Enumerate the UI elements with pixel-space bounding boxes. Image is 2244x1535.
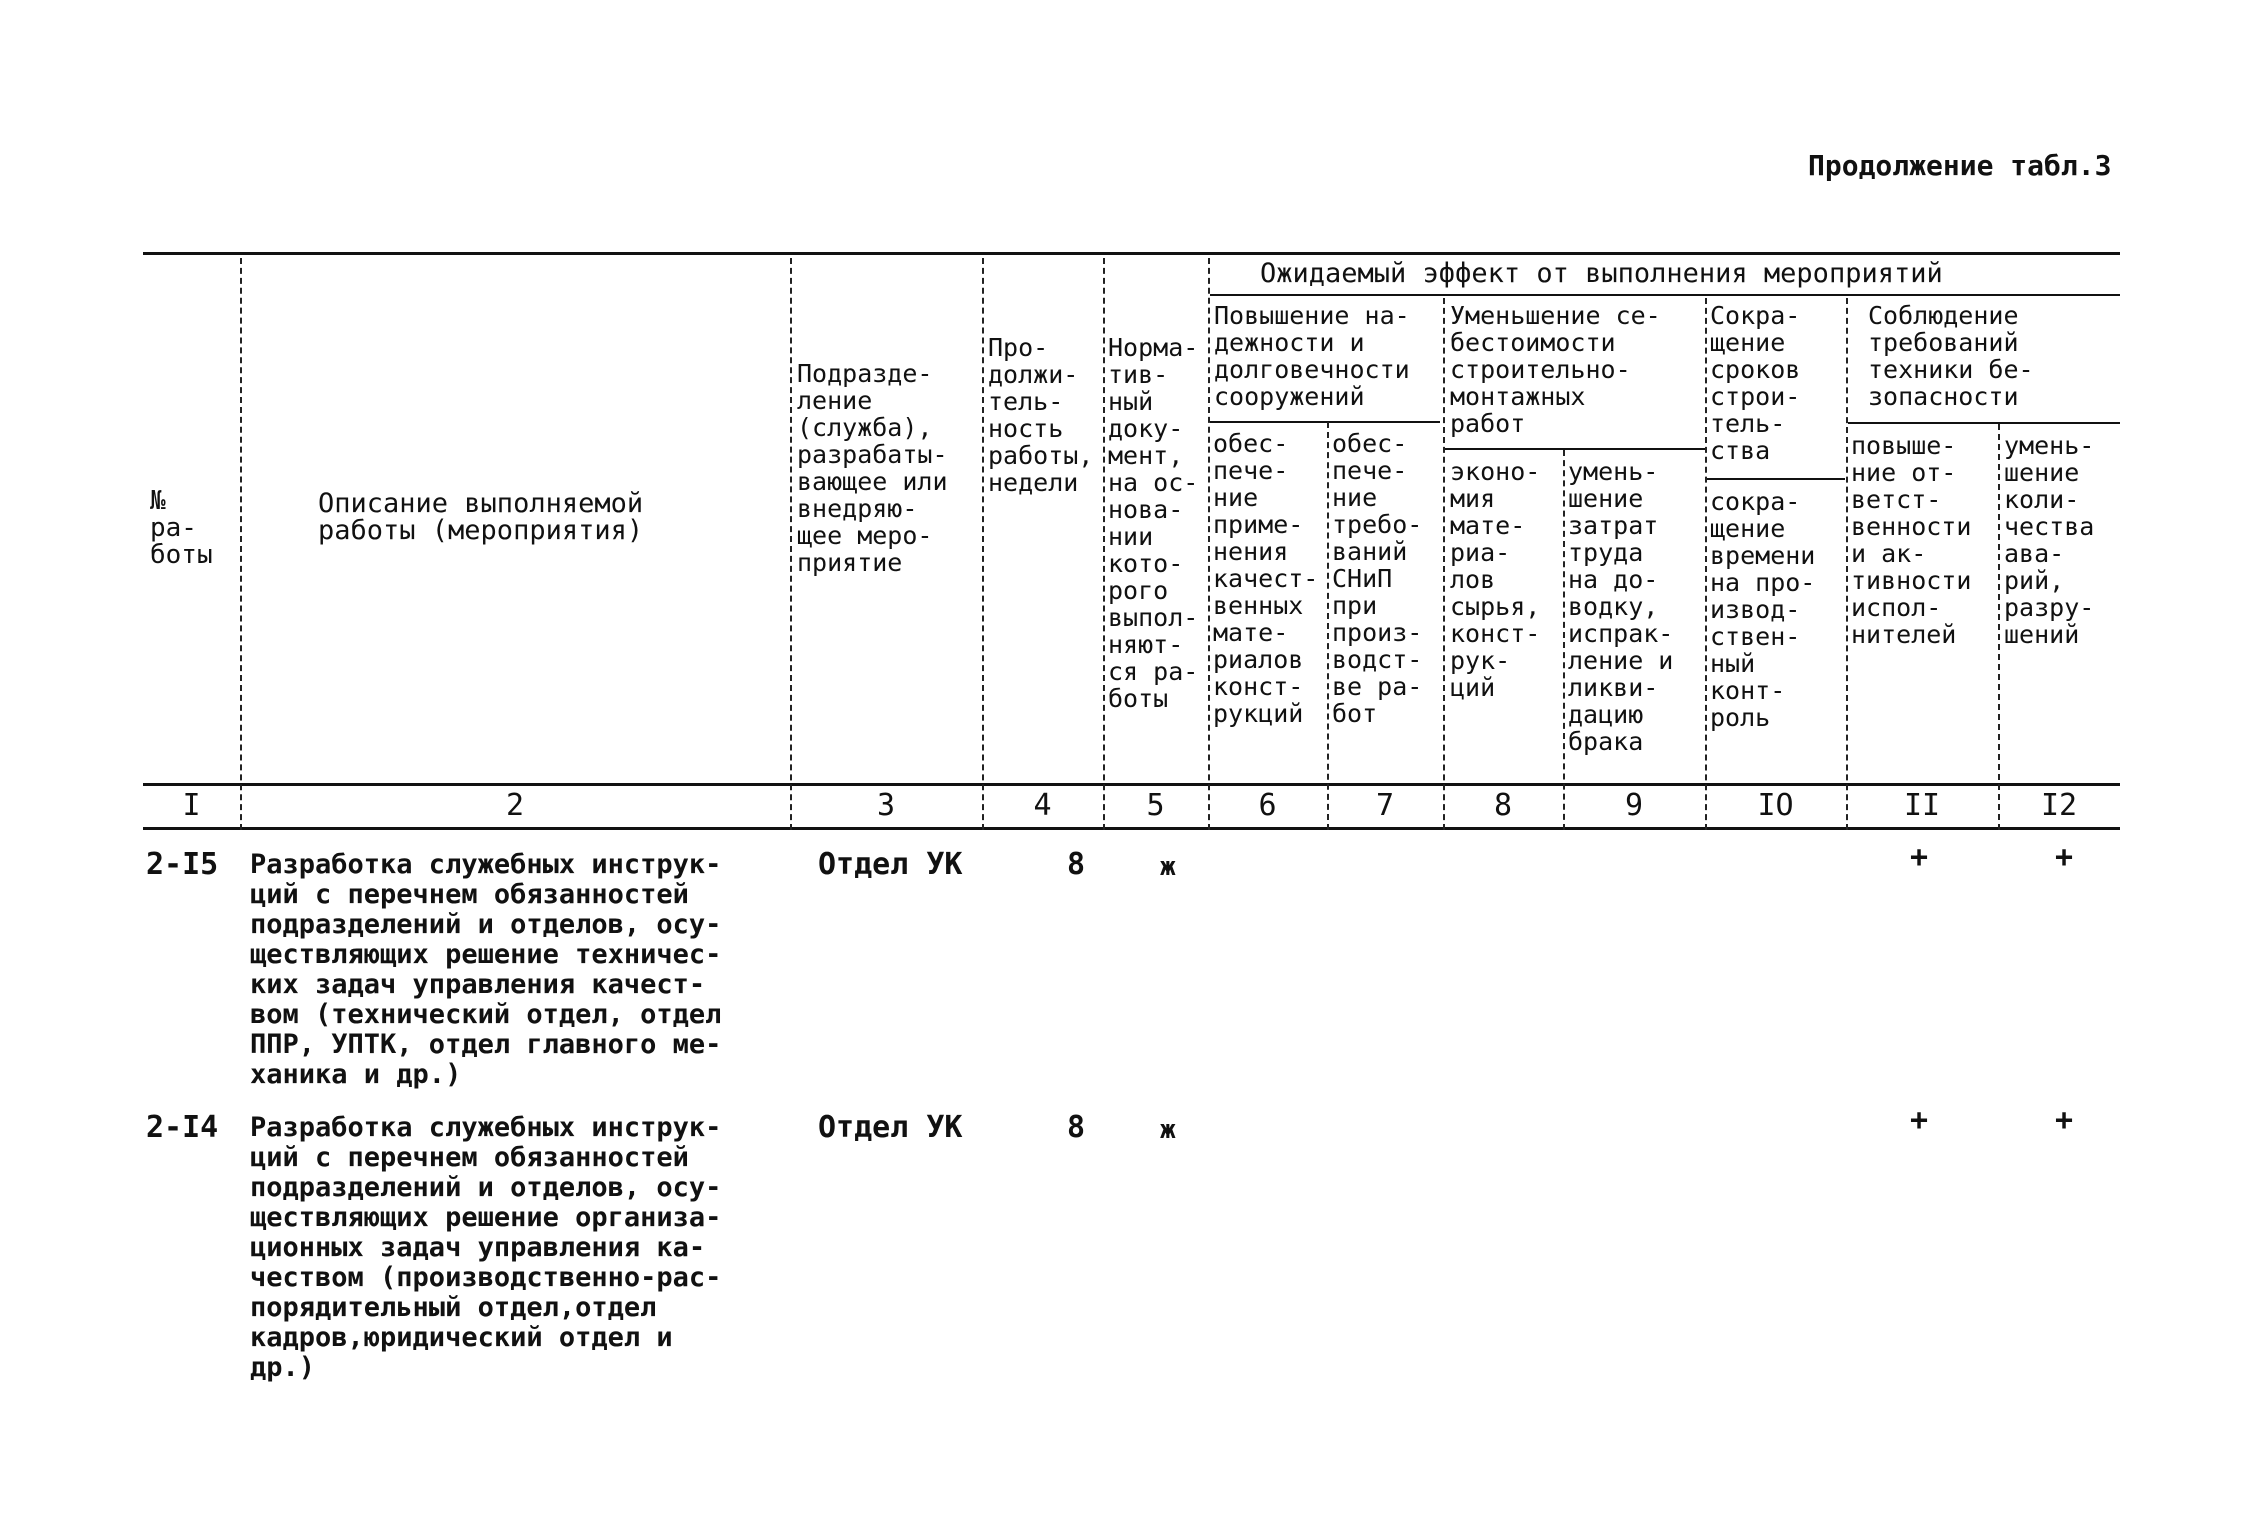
row-department: Отдел УК bbox=[818, 1110, 963, 1145]
row-mark-col-11: + bbox=[1910, 840, 1929, 875]
col-sep-2 bbox=[790, 258, 792, 830]
group3-divider bbox=[1705, 478, 1845, 480]
effect-divider bbox=[1210, 294, 2120, 296]
header-col-3: Подразде- ление (служба), разрабаты- вающее или внедряю- щее меро- приятие bbox=[797, 359, 948, 577]
col-number-12: I2 bbox=[2040, 788, 2078, 823]
col-number-9: 9 bbox=[1624, 788, 1644, 823]
row-department: Отдел УК bbox=[818, 847, 963, 882]
col-number-8: 8 bbox=[1493, 788, 1513, 823]
row-number: 2-I4 bbox=[146, 1110, 219, 1145]
header-col-6: обес- пече- ние приме- нения качест- венных мате- риалов конст- рукций bbox=[1213, 429, 1319, 728]
header-group-cost: Уменьшение се- бестоимости строительно- монтажных работ bbox=[1450, 301, 1661, 438]
col-number-10: IO bbox=[1757, 788, 1794, 823]
col-sep-3 bbox=[982, 258, 984, 830]
row-description: Разработка служебных инструк- ций с перечнем обязанностей подразделений и отделов, осу- ществляющих решение организа- ционных задач управления ка- чеством (производственно-рас- порядительный отдел,отдел кадров,юридический отдел и др.) bbox=[250, 1112, 722, 1383]
header-group-time: Сокра- щение сроков строи- тель- ства bbox=[1710, 301, 1801, 465]
header-col-12: умень- шение коли- чества ава- рий, разру- шений bbox=[2004, 431, 2095, 649]
col-sep-8 bbox=[1563, 450, 1565, 830]
group4-divider bbox=[1848, 422, 2120, 424]
header-col-11: повыше- ние от- ветст- венности и ак- тивности испол- нителей bbox=[1851, 431, 1972, 649]
row-mark-col-12: + bbox=[2055, 840, 2074, 875]
header-bottom-border bbox=[143, 783, 2120, 786]
header-col-2: Описание выполняемой работы (мероприятия) bbox=[318, 488, 644, 546]
row-normative-doc: ж bbox=[1160, 1115, 1176, 1145]
row-duration: 8 bbox=[1067, 847, 1086, 882]
group1-divider bbox=[1210, 421, 1440, 423]
col-sep-9 bbox=[1705, 298, 1707, 830]
col-sep-5 bbox=[1208, 258, 1210, 830]
col-number-11: II bbox=[1903, 788, 1941, 823]
col-sep-1 bbox=[240, 258, 242, 830]
continuation-label: Продолжение табл.3 bbox=[1808, 149, 2112, 182]
group2-divider bbox=[1443, 448, 1705, 450]
header-col-1: № ра- боты bbox=[150, 486, 213, 570]
row-mark-col-11: + bbox=[1910, 1103, 1929, 1138]
numbers-bottom-border bbox=[143, 827, 2120, 830]
header-col-7: обес- пече- ние требо- ваний СНиП при произ- водст- ве ра- бот bbox=[1332, 429, 1423, 728]
col-number-1: I bbox=[182, 788, 201, 823]
col-number-7: 7 bbox=[1375, 788, 1395, 823]
header-col-4: Про- должи- тель- ность работы, недели bbox=[988, 333, 1094, 497]
table-top-border bbox=[143, 252, 2120, 255]
header-col-8: эконо- мия мате- риа- лов сырья, конст- рук- ций bbox=[1450, 457, 1541, 702]
col-sep-7 bbox=[1443, 298, 1445, 830]
header-group-reliability: Повышение на- дежности и долговечности сооружений bbox=[1214, 301, 1410, 411]
col-sep-10 bbox=[1846, 298, 1848, 830]
row-normative-doc: ж bbox=[1160, 852, 1176, 882]
row-description: Разработка служебных инструк- ций с перечнем обязанностей подразделений и отделов, осу- ществляющих решение техничес- ких задач управления качест- вом (технический отдел, отдел ППР, УПТК, отдел главного ме- ханика и др.) bbox=[250, 849, 722, 1090]
col-number-3: 3 bbox=[876, 788, 896, 823]
header-col-5: Норма- тив- ный доку- мент, на ос- нова- нии кото- рого выпол- няют- ся ра- боты bbox=[1108, 333, 1199, 713]
row-duration: 8 bbox=[1067, 1110, 1086, 1145]
col-number-6: 6 bbox=[1258, 788, 1277, 823]
col-sep-11 bbox=[1998, 424, 2000, 830]
col-number-5: 5 bbox=[1146, 788, 1165, 823]
col-sep-6 bbox=[1327, 422, 1329, 830]
header-group-safety: Соблюдение требований техники бе- зопасности bbox=[1868, 301, 2034, 411]
header-expected-effect: Ожидаемый эффект от выполнения мероприятий bbox=[1260, 258, 1943, 289]
row-mark-col-12: + bbox=[2055, 1103, 2074, 1138]
header-col-9: умень- шение затрат труда на до- водку, испрак- ление и ликви- дацию брака bbox=[1568, 457, 1674, 756]
col-number-4: 4 bbox=[1033, 788, 1052, 823]
col-sep-4 bbox=[1103, 258, 1105, 830]
header-col-10: сокра- щение времени на про- извод- ствен- ный конт- роль bbox=[1710, 487, 1816, 732]
row-number: 2-I5 bbox=[146, 847, 219, 882]
col-number-2: 2 bbox=[505, 788, 525, 823]
